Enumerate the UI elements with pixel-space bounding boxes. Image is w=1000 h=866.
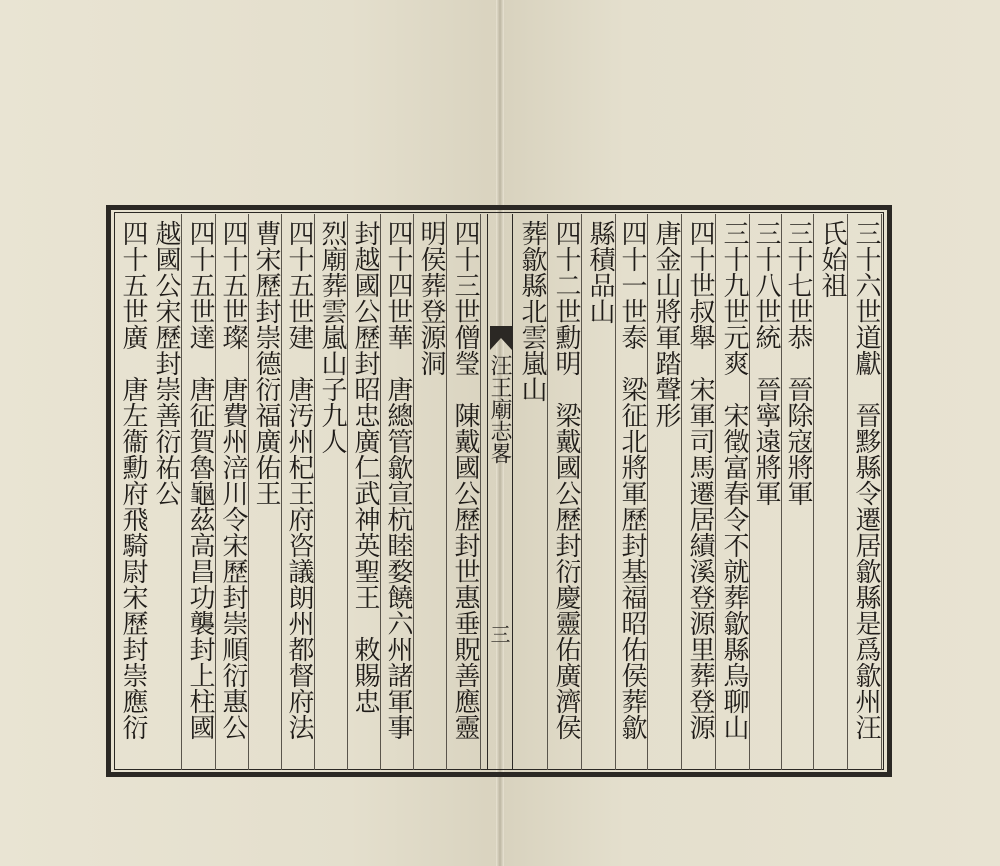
column-text: 四十一世泰 梁征北將軍歷封基福昭佑侯葬歙 <box>617 220 647 740</box>
column-text: 四十世叔舉 宋軍司馬遷居績溪登源里葬登源 <box>685 220 715 740</box>
text-column <box>752 214 782 770</box>
text-column <box>552 214 582 770</box>
book-title: 汪王廟志畧 <box>487 354 512 464</box>
column-text: 縣積品山 <box>585 220 615 324</box>
text-column <box>586 214 616 770</box>
text-column <box>417 214 447 770</box>
column-text: 四十五世璨 唐費州涪川令宋歷封崇順衍惠公 <box>218 220 248 740</box>
column-text: 三十九世元爽 宋徵富春令不就葬歙縣烏聊山 <box>719 220 749 740</box>
column-text: 三十七世恭 晉除寇將軍 <box>783 220 813 506</box>
column-text: 四十五世達 唐征賀魯龜茲高昌功襲封上柱國 <box>185 220 215 740</box>
text-column <box>818 214 848 770</box>
column-text: 四十四世華 唐總管歙宣杭睦婺饒六州諸軍事 <box>383 220 413 740</box>
page-number: 三 <box>487 624 511 644</box>
column-text: 四十二世勳明 梁戴國公歷封衍慶靈佑廣濟侯 <box>551 220 581 740</box>
column-text: 三十八世統 晉寧遠將軍 <box>751 220 781 506</box>
column-text: 曹宋歷封崇德衍福廣佑王 <box>251 220 281 506</box>
column-text: 四十五世建 唐汚州杞王府咨議朗州都督府法 <box>284 220 314 740</box>
column-text: 葬歙縣北雲嵐山 <box>517 220 547 402</box>
text-column <box>618 214 648 770</box>
fishtail-mark-icon <box>490 326 512 350</box>
text-column <box>720 214 750 770</box>
center-column <box>487 214 513 770</box>
text-column <box>518 214 548 770</box>
text-column <box>852 214 882 770</box>
text-column <box>152 214 182 770</box>
column-text: 明侯葬登源洞 <box>416 220 446 376</box>
text-column <box>318 214 348 770</box>
text-column <box>351 214 381 770</box>
column-text: 四十五世廣 唐左衞勳府飛騎尉宋歷封崇應衍 <box>118 220 148 740</box>
text-column <box>186 214 216 770</box>
column-text: 四十三世僧瑩 陳戴國公歷封世惠垂貺善應靈 <box>450 220 480 740</box>
text-column <box>652 214 682 770</box>
column-text: 封越國公歷封昭忠廣仁武神英聖王 敕賜忠 <box>350 220 380 714</box>
text-column <box>451 214 481 770</box>
text-column <box>784 214 814 770</box>
column-text: 烈廟葬雲嵐山子九人 <box>317 220 347 454</box>
text-column <box>252 214 282 770</box>
column-text: 越國公宋歷封崇善衍祐公 <box>151 220 181 506</box>
text-column <box>285 214 315 770</box>
text-column <box>686 214 716 770</box>
text-column <box>219 214 249 770</box>
text-column <box>118 214 148 770</box>
column-text: 三十六世道獻 晉黟縣令遷居歙縣是爲歙州汪 <box>851 220 881 740</box>
column-text: 氏始祖 <box>817 220 847 298</box>
column-text: 唐金山將軍踏聲形 <box>651 220 681 428</box>
text-column <box>384 214 414 770</box>
